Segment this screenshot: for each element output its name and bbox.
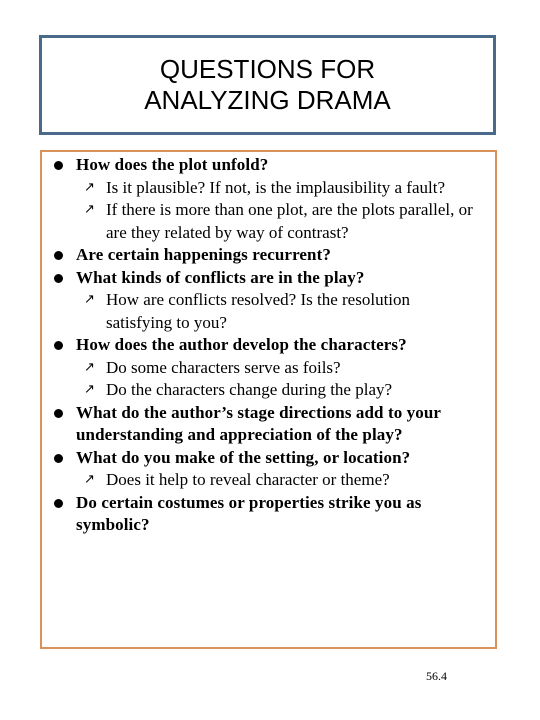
question-text: What kinds of conflicts are in the play? (76, 267, 365, 287)
question-text: What do the author’s stage directions add to your understanding and appreciation of the play? (76, 402, 441, 444)
arrow-up-right-icon: ↗ (84, 292, 95, 307)
question-item-6 (42, 447, 495, 470)
title-line-1: QUESTIONS FOR (159, 54, 376, 84)
sub-text: How are conflicts resolved? Is the resolution satisfying to you? (106, 290, 411, 332)
title-line-2: ANALYZING DRAMA (144, 85, 391, 115)
page-number: 56.4 (426, 669, 447, 683)
question-item-2 (42, 244, 495, 267)
sub-text: Is it plausible? If not, is the implausibility a fault? (106, 177, 445, 197)
content-box (40, 150, 497, 649)
question-list (42, 154, 495, 537)
bullet-icon (54, 409, 63, 418)
sub-text: Does it help to reveal character or theme? (106, 470, 390, 489)
question-text: What do you make of the setting, or location? (76, 447, 411, 467)
sub-item-4-1 (42, 357, 495, 380)
question-item-4 (42, 334, 495, 357)
question-text: How does the plot unfold? (76, 155, 269, 174)
arrow-up-right-icon: ↗ (84, 382, 95, 397)
question-item-5 (42, 402, 462, 447)
bullet-icon (54, 341, 63, 350)
sub-text: If there is more than one plot, are the plots parallel, or are they related by way of contrast? (106, 200, 473, 242)
sub-item-3-1 (42, 289, 482, 334)
sub-text: Do the characters change during the play? (106, 380, 393, 399)
question-text: How does the author develop the characters? (76, 335, 407, 354)
arrow-up-right-icon: ↗ (84, 179, 95, 195)
bullet-icon (54, 454, 63, 463)
question-item-3 (42, 267, 495, 290)
sub-item-6-1 (42, 469, 495, 492)
sub-item-4-2 (42, 379, 495, 402)
title-box (39, 35, 496, 135)
arrow-up-right-icon: ↗ (84, 359, 95, 375)
bullet-icon (54, 251, 63, 260)
sub-text: Do some characters serve as foils? (106, 357, 341, 377)
arrow-up-right-icon: ↗ (84, 472, 95, 487)
question-text: Do certain costumes or properties strike you as symbolic? (76, 492, 422, 534)
question-item-7 (42, 492, 487, 537)
bullet-icon (54, 274, 63, 283)
question-text: Are certain happenings recurrent? (76, 245, 331, 264)
question-item-1 (42, 154, 482, 177)
sub-item-1-1 (42, 177, 482, 200)
bullet-icon (54, 161, 63, 170)
sub-item-1-2 (42, 199, 492, 244)
arrow-up-right-icon: ↗ (84, 202, 95, 217)
bullet-icon (54, 499, 63, 508)
